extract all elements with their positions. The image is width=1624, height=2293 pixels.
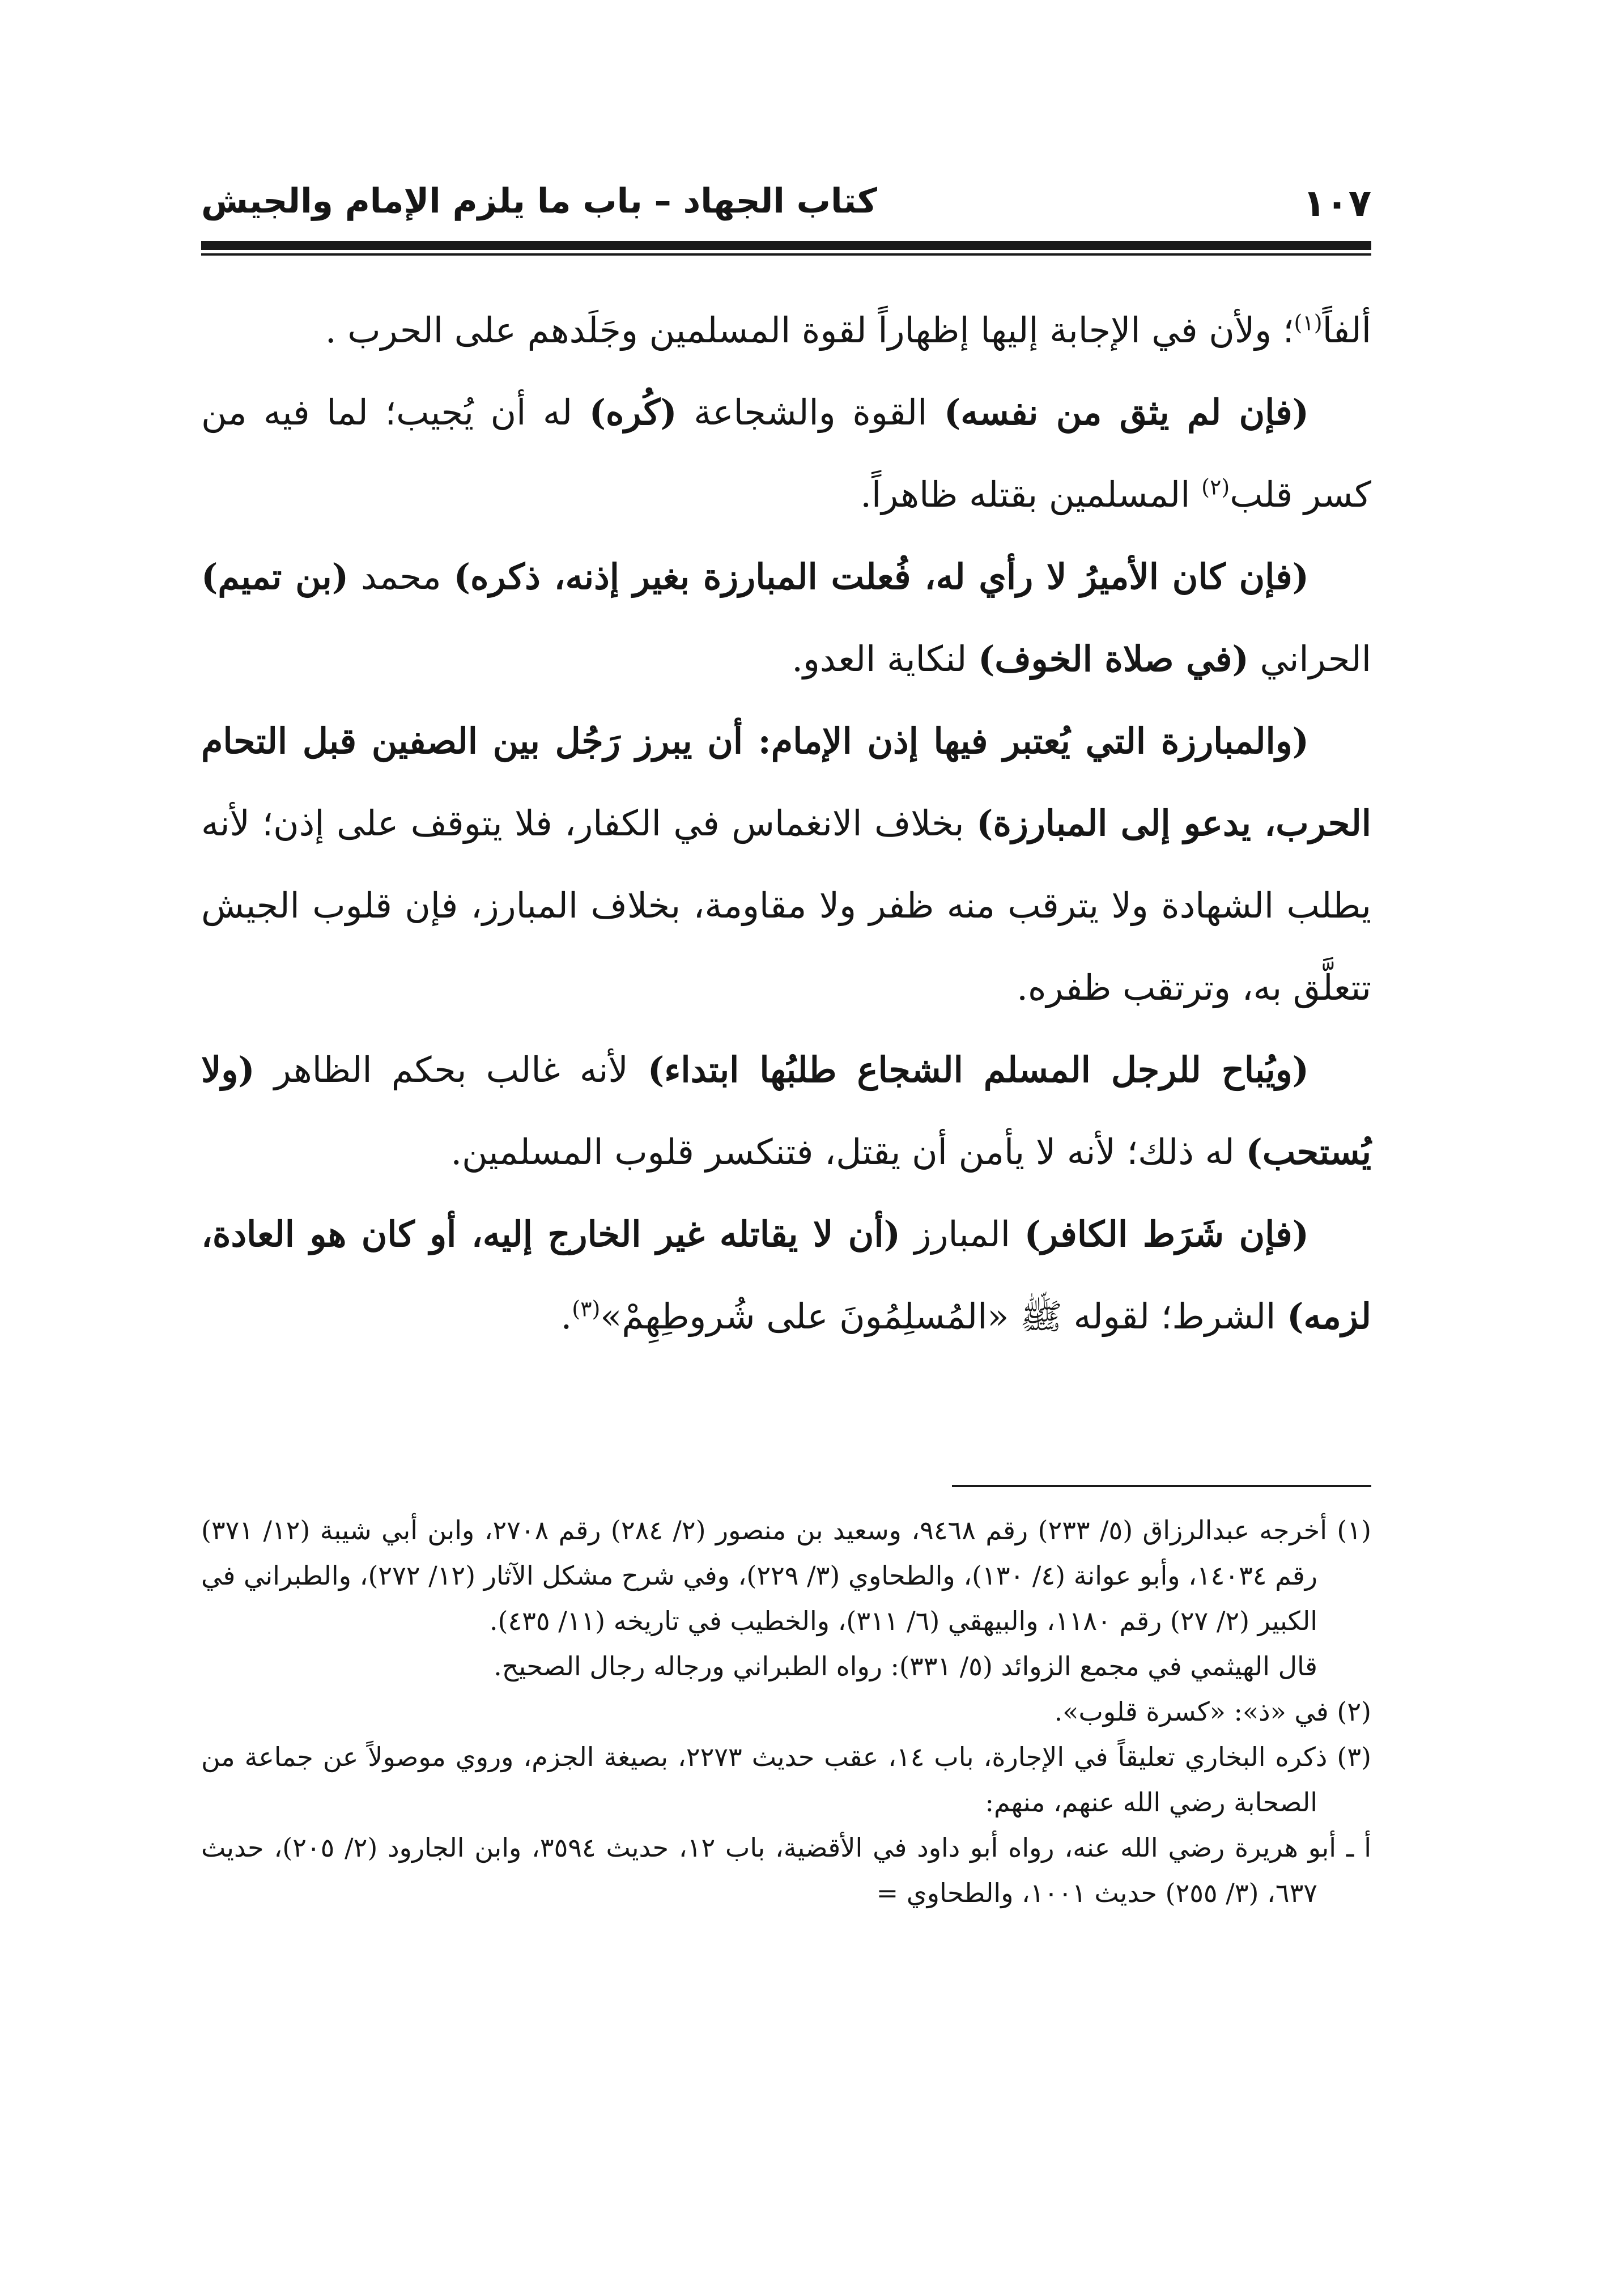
page-number: ١٠٧ — [1303, 181, 1371, 225]
text-run: المسلمين بقتله ظاهراً. — [860, 474, 1202, 515]
paragraph-5 — [201, 1029, 1371, 1193]
text-run: . — [560, 1296, 572, 1337]
main-text — [201, 289, 1371, 1357]
text-run: الحراني — [1248, 638, 1371, 680]
text-run: ألفاً — [1322, 309, 1371, 351]
paragraph-6 — [201, 1193, 1371, 1357]
footnotes — [201, 1508, 1371, 1916]
text-run: المبارز — [900, 1213, 1024, 1255]
text-run: بخلاف الانغماس في الكفار، فلا يتوقف على إذن؛ لأنه يطلب الشهادة ولا يترقب منه ظفر ولا مقاومة، بخلاف المبارز، فإن قلوب الجيش تتعلَّق به، وترتقب ظفره. — [201, 802, 1371, 1008]
text-run: الشرط؛ لقوله ﷺ «المُسلِمُونَ على شُروطِهِمْ» — [600, 1296, 1287, 1337]
text-run: محمد — [348, 556, 454, 597]
bold-run: (في صلاة الخوف) — [978, 638, 1249, 680]
footnote-2: (٢) في «ذ»: «كسرة قلوب». — [1054, 1696, 1371, 1727]
bold-run: (والمبارزة التي يُعتبر فيها إذن الإمام: أن يبرز رَجُل بين الصفين قبل التحام الحرب، يدعو إلى المبارزة) — [201, 720, 1371, 844]
text-run: لأنه غالب بحكم الظاهر — [254, 1049, 648, 1090]
footnote-3: (٣) ذكره البخاري تعليقاً في الإجارة، باب ١٤، عقب حديث ٢٢٧٣، بصيغة الجزم، وروي موصولاً عن جماعة من الصحابة رضي الله عنهم، منهم: — [201, 1742, 1371, 1818]
footnote-ref-1: (١) — [1294, 310, 1323, 336]
text-run: له أن يُجيب؛ لما فيه من كسر قلب — [201, 392, 1371, 515]
paragraph-3 — [201, 536, 1371, 700]
footnote-ref-2: (٢) — [1201, 474, 1230, 500]
text-run: القوة والشجاعة — [677, 392, 944, 433]
paragraph-4 — [201, 700, 1371, 1029]
header-rule-thick — [201, 241, 1371, 250]
text-run: له ذلك؛ لأنه لا يأمن أن يقتل، فتنكسر قلوب المسلمين. — [450, 1131, 1246, 1173]
bold-run: (أن لا يقاتله غير الخارج إليه، أو كان هو العادة، لزمه) — [201, 1213, 1371, 1337]
bold-run: (ولا يُستحب) — [201, 1049, 1371, 1173]
footnote-1: (١) أخرجه عبدالرزاق (٥/ ٢٣٣) رقم ٩٤٦٨، وسعيد بن منصور (٢/ ٢٨٤) رقم ٢٧٠٨، وابن أبي شيبة (١٢/ ٣٧١) رقم ١٤٠٣٤، وأبو عوانة (٤/ ١٣٠)، والطحاوي (٣/ ٢٢٩)، وفي شرح مشكل الآثار (١٢/ ٢٧٢)، والطبراني في الكبير (٢/ ٢٧) رقم ١١٨٠، والبيهقي (٦/ ٣١١)، والخطيب في تاريخه (١١/ ٤٣٥). — [201, 1515, 1371, 1636]
bold-run: (فإن لم يثق من نفسه) — [943, 392, 1309, 433]
header-rule-thin — [201, 253, 1371, 256]
paragraph-1 — [201, 289, 1371, 371]
footnote-ref-3: (٣) — [572, 1296, 601, 1322]
running-title: كتاب الجهاد – باب ما يلزم الإمام والجيش — [201, 181, 877, 221]
text-run: لنكاية العدو. — [792, 638, 979, 680]
bold-run: (بن تميم) — [201, 556, 349, 597]
footnote-1-note: قال الهيثمي في مجمع الزوائد (٥/ ٣٣١): رواه الطبراني ورجاله رجال الصحيح. — [494, 1651, 1317, 1681]
paragraph-2 — [201, 371, 1371, 536]
footnote-separator — [952, 1485, 1371, 1487]
page-header — [201, 170, 1371, 232]
bold-run: (ويُباح للرجل المسلم الشجاع طلبُها ابتداء) — [647, 1049, 1310, 1090]
footnote-3-item-a: أ ـ أبو هريرة رضي الله عنه، رواه أبو داود في الأقضية، باب ١٢، حديث ٣٥٩٤، وابن الجارود (٢/ ٢٠٥)، حديث ٦٣٧، (٣/ ٢٥٥) حديث ١٠٠١، والطحاوي = — [201, 1832, 1371, 1908]
bold-run: (فإن شَرَط الكافر) — [1024, 1213, 1309, 1255]
bold-run: (كُره) — [589, 392, 677, 433]
text-run: ؛ ولأن في الإجابة إليها إظهاراً لقوة المسلمين وجَلَدهم على الحرب . — [325, 309, 1294, 351]
bold-run: (فإن كان الأميرُ لا رأي له، فُعلت المبارزة بغير إذنه، ذكره) — [453, 556, 1309, 597]
